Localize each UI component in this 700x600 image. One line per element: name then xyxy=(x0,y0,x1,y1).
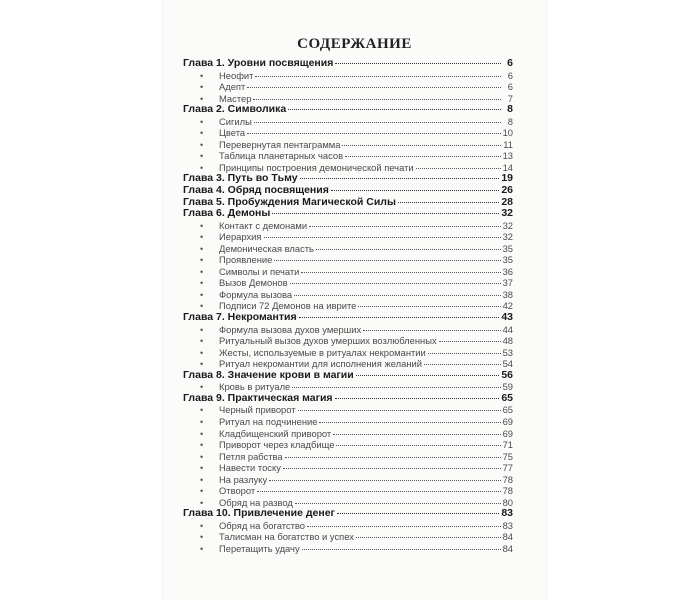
dot-leader xyxy=(428,353,501,354)
toc-entry-label: Формула вызова xyxy=(219,288,293,300)
toc-section-entry xyxy=(183,70,513,82)
toc-page-number: 48 xyxy=(502,335,513,347)
toc-page-number: 83 xyxy=(502,519,513,531)
toc-entry-label: Вызов Демонов xyxy=(219,277,288,289)
dot-leader xyxy=(333,434,500,435)
bullet-icon: • xyxy=(200,336,204,347)
toc-entry-label: Перетащить удачу xyxy=(219,542,300,554)
bullet-icon: • xyxy=(200,128,204,139)
toc-page-number: 6 xyxy=(507,81,513,93)
toc-page-number: 59 xyxy=(502,381,513,393)
bullet-icon: • xyxy=(200,151,204,162)
toc-section-entry xyxy=(183,231,513,243)
toc-chapter-entry xyxy=(183,370,513,382)
toc-page-number: 36 xyxy=(502,265,513,277)
dot-leader xyxy=(356,375,500,376)
dot-leader xyxy=(283,468,501,469)
toc-section-entry xyxy=(183,451,513,463)
toc-section-entry xyxy=(183,335,513,347)
toc-section-entry xyxy=(183,439,513,451)
toc-page-number: 65 xyxy=(502,404,513,416)
toc-entry-label: Цвета xyxy=(219,127,246,139)
toc-section-entry xyxy=(183,220,513,232)
dot-leader xyxy=(299,317,500,318)
dot-leader xyxy=(363,330,500,331)
toc-page-number: 35 xyxy=(502,254,513,266)
toc-page-number: 35 xyxy=(502,242,513,254)
dot-leader xyxy=(253,99,501,100)
bullet-icon: • xyxy=(200,220,204,231)
toc-page-number: 38 xyxy=(502,288,513,300)
toc-section-entry xyxy=(183,116,513,128)
toc-section-entry xyxy=(183,474,513,486)
toc-entry-label: Проявление xyxy=(219,254,273,266)
bullet-icon: • xyxy=(200,93,204,104)
bullet-icon: • xyxy=(200,347,204,358)
toc-page-number: 32 xyxy=(501,207,513,220)
toc-entry-label: Навести тоску xyxy=(219,462,281,474)
toc-page-number: 54 xyxy=(502,358,513,370)
toc-page-number: 26 xyxy=(501,184,513,197)
toc-entry-label: Отворот xyxy=(219,485,256,497)
dot-leader xyxy=(358,306,500,307)
toc-entry-label: Жесты, используемые в ритуалах некромантии xyxy=(219,346,426,358)
dot-leader xyxy=(247,133,500,134)
toc-entry-label: Глава 5. Пробуждения Магической Силы xyxy=(183,195,396,208)
bullet-icon: • xyxy=(200,486,204,497)
toc-entry-label: Глава 10. Привлечение денег xyxy=(183,507,335,520)
bullet-icon: • xyxy=(200,162,204,173)
toc-entry-label: Глава 9. Практическая магия xyxy=(183,391,333,404)
bullet-icon: • xyxy=(200,405,204,416)
dot-leader xyxy=(247,87,501,88)
bullet-icon: • xyxy=(200,463,204,474)
bullet-icon: • xyxy=(200,382,204,393)
toc-entry-label: Неофит xyxy=(219,69,254,81)
toc-page-number: 69 xyxy=(502,427,513,439)
toc-page-number: 75 xyxy=(502,450,513,462)
dot-leader xyxy=(298,410,501,411)
dot-leader xyxy=(424,364,501,365)
bullet-icon: • xyxy=(200,139,204,150)
bullet-icon: • xyxy=(200,255,204,266)
dot-leader xyxy=(290,283,501,284)
toc-entry-label: Символы и печати xyxy=(219,265,300,277)
toc-page-number: 43 xyxy=(501,311,513,324)
bullet-icon: • xyxy=(200,243,204,254)
dot-leader xyxy=(257,491,500,492)
dot-leader xyxy=(264,237,501,238)
toc-chapter-entry xyxy=(183,185,513,197)
dot-leader xyxy=(285,457,501,458)
bullet-icon: • xyxy=(200,266,204,277)
bullet-icon: • xyxy=(200,543,204,554)
toc-section-entry xyxy=(183,150,513,162)
toc-section-entry xyxy=(183,416,513,428)
dot-leader xyxy=(292,387,500,388)
dot-leader xyxy=(398,202,499,203)
toc-entry-label: Черный приворот xyxy=(219,404,296,416)
dot-leader xyxy=(335,398,500,399)
dot-leader xyxy=(295,503,501,504)
toc-chapter-entry xyxy=(183,104,513,116)
toc-page-number: 53 xyxy=(502,346,513,358)
toc-entry-label: Приворот через кладбище xyxy=(219,439,335,451)
toc-entry-label: Мастер xyxy=(219,92,252,104)
toc-page-number: 8 xyxy=(507,115,513,127)
toc-page-number: 32 xyxy=(502,219,513,231)
toc-entry-label: Таблица планетарных часов xyxy=(219,150,344,162)
dot-leader xyxy=(301,272,500,273)
dot-leader xyxy=(269,480,500,481)
dot-leader xyxy=(416,168,501,169)
toc-page-number: 6 xyxy=(507,57,513,69)
toc-page-number: 13 xyxy=(502,150,513,162)
toc-page-number: 37 xyxy=(502,277,513,289)
toc-entry-label: Иерархия xyxy=(219,231,262,243)
bullet-icon: • xyxy=(200,428,204,439)
dot-leader xyxy=(439,341,501,342)
toc-entry-label: Демоническая власть xyxy=(219,242,314,254)
toc-entry-label: Кладбищенский приворот xyxy=(219,427,332,439)
bullet-icon: • xyxy=(200,301,204,312)
dot-leader xyxy=(356,537,501,538)
toc-page-number: 78 xyxy=(502,485,513,497)
dot-leader xyxy=(288,109,501,110)
toc-section-entry xyxy=(183,139,513,151)
bullet-icon: • xyxy=(200,532,204,543)
toc-page-number: 28 xyxy=(501,195,513,208)
toc-page-number: 11 xyxy=(503,138,513,150)
dot-leader xyxy=(300,178,500,179)
toc-title: СОДЕРЖАНИЕ xyxy=(297,36,412,52)
toc-page-number: 56 xyxy=(501,368,513,381)
bullet-icon: • xyxy=(200,497,204,508)
dot-leader xyxy=(255,76,501,77)
toc-entry-label: Глава 6. Демоны xyxy=(183,207,271,220)
toc-section-entry xyxy=(183,289,513,301)
toc-entry-label: Глава 1. Уровни посвящения xyxy=(183,57,334,69)
toc-entry-label: Талисман на богатство и успех xyxy=(219,531,354,543)
dot-leader xyxy=(319,422,500,423)
toc-entry-label: Ритуал на подчинение xyxy=(219,415,318,427)
dot-leader xyxy=(336,445,500,446)
dot-leader xyxy=(254,122,501,123)
toc-page-number: 84 xyxy=(502,531,513,543)
toc-section-entry xyxy=(183,404,513,416)
toc-page-number: 6 xyxy=(507,69,513,81)
toc-page-number: 83 xyxy=(501,507,513,520)
toc-entry-label: Обряд на богатство xyxy=(219,519,305,531)
bullet-icon: • xyxy=(200,278,204,289)
toc-entry-label: Глава 7. Некромантия xyxy=(183,311,297,324)
bullet-icon: • xyxy=(200,416,204,427)
toc-page-number: 78 xyxy=(502,473,513,485)
dot-leader xyxy=(337,513,499,514)
dot-leader xyxy=(331,190,499,191)
toc-page-number: 69 xyxy=(502,415,513,427)
bullet-icon: • xyxy=(200,70,204,81)
dot-leader xyxy=(294,295,500,296)
toc-chapter-entry xyxy=(183,58,513,70)
toc-page-number: 8 xyxy=(507,103,513,116)
bullet-icon: • xyxy=(200,451,204,462)
toc-section-entry xyxy=(183,531,513,543)
toc-section-entry xyxy=(183,324,513,336)
toc-section-entry xyxy=(183,485,513,497)
toc-page-number: 77 xyxy=(502,462,513,474)
toc-page-number: 71 xyxy=(502,439,513,451)
toc-entry-label: Формула вызова духов умерших xyxy=(219,323,362,335)
bullet-icon: • xyxy=(200,116,204,127)
toc-entry-label: Глава 3. Путь во Тьму xyxy=(183,172,298,185)
toc-entry-label: Глава 2. Символика xyxy=(183,103,287,116)
bullet-icon: • xyxy=(200,474,204,485)
dot-leader xyxy=(272,213,499,214)
toc-chapter-entry xyxy=(183,393,513,405)
toc-page-number: 44 xyxy=(502,323,513,335)
toc-chapter-entry xyxy=(183,208,513,220)
toc-page-number: 7 xyxy=(507,92,513,104)
toc-entry-label: Глава 8. Значение крови в магии xyxy=(183,368,354,381)
bullet-icon: • xyxy=(200,359,204,370)
dot-leader xyxy=(307,526,501,527)
table-of-contents xyxy=(183,58,513,555)
dot-leader xyxy=(316,249,501,250)
toc-section-entry xyxy=(183,254,513,266)
toc-section-entry xyxy=(183,347,513,359)
toc-section-entry xyxy=(183,277,513,289)
toc-entry-label: Принципы построения демонической печати xyxy=(219,161,414,173)
toc-chapter-entry xyxy=(183,508,513,520)
toc-page-number: 80 xyxy=(502,496,513,508)
toc-section-entry xyxy=(183,243,513,255)
toc-entry-label: Ритуальный вызов духов умерших возлюбленных xyxy=(219,335,437,347)
toc-entry-label: Перевернутая пентаграмма xyxy=(219,138,341,150)
toc-entry-label: Петля рабства xyxy=(219,450,283,462)
toc-entry-label: Ритуал некромантии для исполнения желаний xyxy=(219,358,422,370)
toc-entry-label: Контакт с демонами xyxy=(219,219,308,231)
toc-entry-label: Кровь в ритуале xyxy=(219,381,291,393)
toc-entry-label: Обряд на развод xyxy=(219,496,293,508)
toc-entry-label: Подписи 72 Демонов на иврите xyxy=(219,300,357,312)
dot-leader xyxy=(345,156,500,157)
toc-section-entry xyxy=(183,266,513,278)
toc-section-entry xyxy=(183,520,513,532)
toc-section-entry xyxy=(183,543,513,555)
bullet-icon: • xyxy=(200,289,204,300)
bullet-icon: • xyxy=(200,82,204,93)
toc-page-number: 42 xyxy=(502,300,513,312)
toc-page-number: 32 xyxy=(502,231,513,243)
bullet-icon: • xyxy=(200,232,204,243)
toc-chapter-entry xyxy=(183,312,513,324)
toc-section-entry xyxy=(183,462,513,474)
bullet-icon: • xyxy=(200,324,204,335)
bullet-icon: • xyxy=(200,520,204,531)
toc-page-number: 10 xyxy=(502,127,513,139)
toc-entry-label: Сигилы xyxy=(219,115,252,127)
toc-page-number: 84 xyxy=(502,542,513,554)
toc-entry-label: Адепт xyxy=(219,81,246,93)
toc-page-number: 19 xyxy=(501,172,513,185)
toc-page-number: 14 xyxy=(502,161,513,173)
dot-leader xyxy=(335,63,501,64)
toc-entry-label: На разлуку xyxy=(219,473,268,485)
dot-leader xyxy=(302,549,501,550)
toc-entry-label: Глава 4. Обряд посвящения xyxy=(183,184,329,197)
toc-section-entry xyxy=(183,428,513,440)
dot-leader xyxy=(342,145,501,146)
dot-leader xyxy=(274,260,500,261)
toc-section-entry xyxy=(183,81,513,93)
dot-leader xyxy=(309,226,500,227)
toc-section-entry xyxy=(183,127,513,139)
toc-page-number: 65 xyxy=(501,391,513,404)
bullet-icon: • xyxy=(200,440,204,451)
